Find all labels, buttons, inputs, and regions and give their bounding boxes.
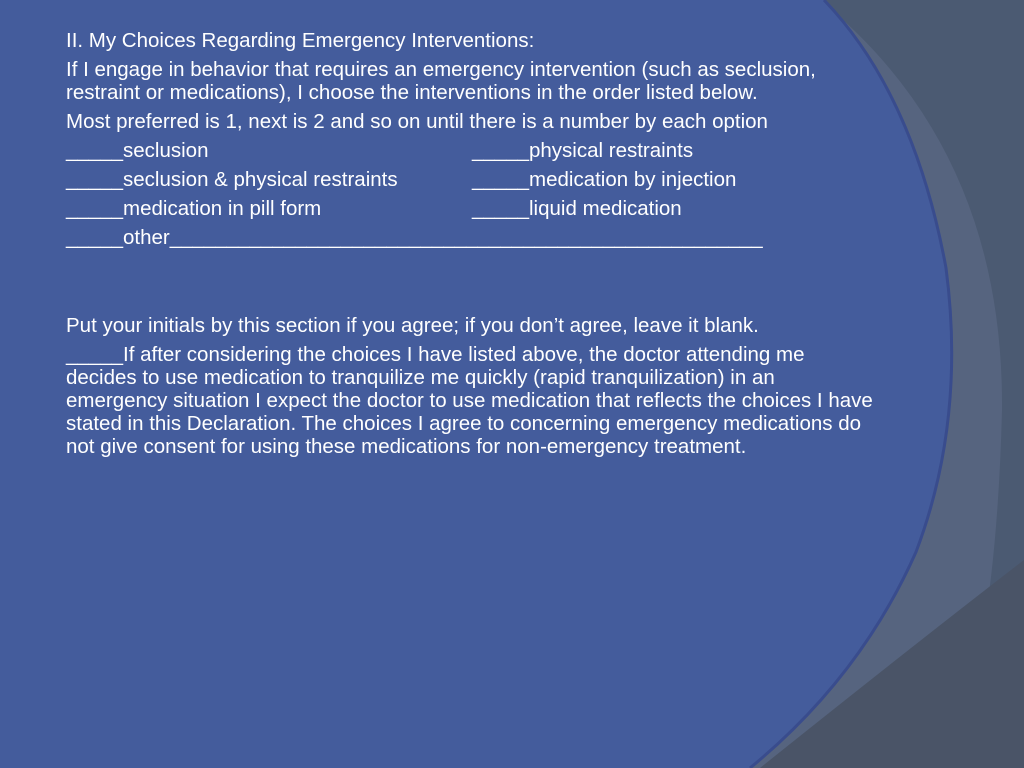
option-liquid-medication: _____liquid medication bbox=[472, 197, 682, 220]
rapid-tranquilization-paragraph: _____If after considering the choices I have listed above, the doctor attending me decides to use medication to tranquilize me quickly (rapid tranquilization) in an emergency situation I expect the doctor to use medication that reflects the choices I have stated in this Declaration. The choices I agree to concerning emergency medications do not give consent for using these medications for non-emergency treatment. bbox=[66, 343, 873, 458]
option-physical-restraints: _____physical restraints bbox=[472, 139, 694, 162]
option-medication-pill-form: _____medication in pill form bbox=[66, 197, 322, 220]
option-seclusion-physical-restraints: _____seclusion & physical restraints bbox=[66, 168, 398, 191]
intervention-options bbox=[66, 139, 878, 220]
ranking-instruction: Most preferred is 1, next is 2 and so on until there is a number by each option bbox=[66, 110, 768, 133]
option-medication-injection: _____medication by injection bbox=[472, 168, 737, 191]
intro-paragraph: If I engage in behavior that requires an emergency intervention (such as seclusion, restraint or medications), I choose the interventions in the order listed below. bbox=[66, 58, 816, 104]
option-other-line: _____other____________________________________________________ bbox=[66, 226, 763, 249]
section-heading: II. My Choices Regarding Emergency Interventions: bbox=[66, 29, 535, 52]
section-spacer bbox=[66, 255, 878, 314]
option-seclusion: _____seclusion bbox=[66, 139, 209, 162]
slide-content bbox=[66, 29, 878, 464]
initials-instruction: Put your initials by this section if you agree; if you don’t agree, leave it blank. bbox=[66, 314, 759, 337]
